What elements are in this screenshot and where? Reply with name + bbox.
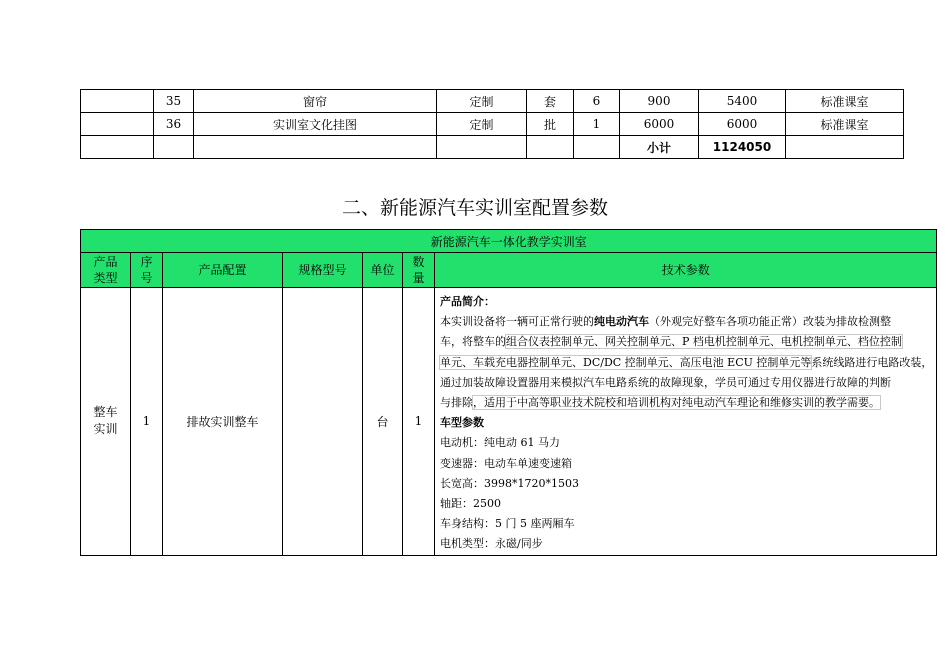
header-qty: [403, 253, 435, 288]
seq-cell: 1: [131, 288, 163, 556]
empty-cell: [81, 136, 154, 159]
product-type-cell: [81, 288, 131, 556]
table-row: [81, 113, 904, 136]
price-cell: 900: [620, 90, 699, 113]
total-cell: 6000: [699, 113, 786, 136]
empty-cell: [81, 113, 154, 136]
empty-cell: [574, 136, 620, 159]
spec-line: 变速器：电动车单速变速箱: [440, 456, 572, 470]
table-title-row: [81, 230, 937, 253]
header-text: 数: [412, 255, 425, 269]
config-table: [80, 229, 937, 556]
intro-line: [440, 312, 932, 332]
spec-line: 电动机：纯电动 61 马力: [440, 436, 560, 450]
cell-text: 实训: [93, 422, 118, 437]
spec-line: 长宽高：3998*1720*1503: [440, 476, 579, 490]
table-title: 新能源汽车一体化教学实训室: [81, 230, 937, 253]
spec-cell: 定制: [437, 90, 527, 113]
note-cell: 标准课室: [786, 113, 904, 136]
subtotal-label: 小计: [620, 136, 699, 159]
table-row: [81, 90, 904, 113]
qty-cell: 6: [574, 90, 620, 113]
spec-line: 车身结构：5 门 5 座两厢车: [440, 517, 575, 531]
highlight-text: 纯电动汽车: [594, 315, 649, 329]
spec-line: 轴距：2500: [440, 497, 501, 511]
empty-cell: [786, 136, 904, 159]
empty-cell: [154, 136, 194, 159]
subtotal-value: 1124050: [699, 136, 786, 159]
subtotal-row: [81, 136, 904, 159]
total-cell: 5400: [699, 90, 786, 113]
header-seq: [131, 253, 163, 288]
header-tech: 技术参数: [435, 253, 937, 288]
header-text: 量: [412, 271, 425, 285]
text-run: 本实训设备将一辆可正常行驶的: [440, 315, 594, 329]
empty-cell: [437, 136, 527, 159]
text-run: （外观完好整车各项功能正常）改装为排故检测整: [649, 315, 891, 329]
header-text: 产品: [93, 255, 118, 269]
empty-cell: [81, 90, 154, 113]
model-cell: [283, 288, 363, 556]
top-table: [80, 89, 904, 159]
name-cell: 窗帘: [194, 90, 437, 113]
spec-line: 电机类型：永磁/同步: [440, 537, 543, 551]
table-row: [81, 288, 937, 556]
empty-cell: [194, 136, 437, 159]
note-cell: 标准课室: [786, 90, 904, 113]
boxed-text: 组合仪表控制单元、网关控制单元、P 档电机控制单元、电机控制单元、档位控制: [506, 335, 902, 349]
text-run: 系统线路进行电路改装，: [811, 355, 933, 369]
header-text: 类型: [93, 271, 118, 285]
unit-cell: 台: [363, 288, 403, 556]
config-cell: 排故实训整车: [163, 288, 283, 556]
unit-cell: 批: [527, 113, 574, 136]
name-cell: 实训室文化挂图: [194, 113, 437, 136]
header-text: 号: [140, 271, 153, 285]
header-text: 序: [140, 255, 153, 269]
unit-cell: 套: [527, 90, 574, 113]
spec-cell: 定制: [437, 113, 527, 136]
price-cell: 6000: [620, 113, 699, 136]
seq-cell: 35: [154, 90, 194, 113]
intro-line: [440, 332, 932, 352]
qty-cell: 1: [403, 288, 435, 556]
header-row: [81, 253, 937, 288]
intro-line: [440, 353, 932, 373]
qty-cell: 1: [574, 113, 620, 136]
header-unit: 单位: [363, 253, 403, 288]
intro-line: 通过加装故障设置器用来模拟汽车电路系统的故障现象，学员可通过专用仪器进行故障的判断: [440, 375, 891, 389]
header-product-type: [81, 253, 131, 288]
cell-text: 整车: [93, 405, 118, 420]
text-run: 车，将整车的: [440, 335, 506, 349]
section-title: 二、新能源汽车实训室配置参数: [341, 197, 608, 219]
intro-line: [440, 393, 932, 413]
spec-heading: 车型参数: [440, 416, 484, 430]
seq-cell: 36: [154, 113, 194, 136]
empty-cell: [527, 136, 574, 159]
boxed-text: ，适用于中高等职业技术院校和培训机构对纯电动汽车理论和维修实训的教学需要。: [473, 396, 880, 410]
tech-params-cell: [435, 288, 937, 556]
intro-heading: 产品简介：: [440, 295, 495, 308]
header-config: 产品配置: [163, 253, 283, 288]
text-run: 与排除: [440, 396, 473, 410]
boxed-text: 单元、车载充电器控制单元、DC/DC 控制单元、高压电池 ECU 控制单元等: [440, 355, 812, 369]
header-model: 规格型号: [283, 253, 363, 288]
